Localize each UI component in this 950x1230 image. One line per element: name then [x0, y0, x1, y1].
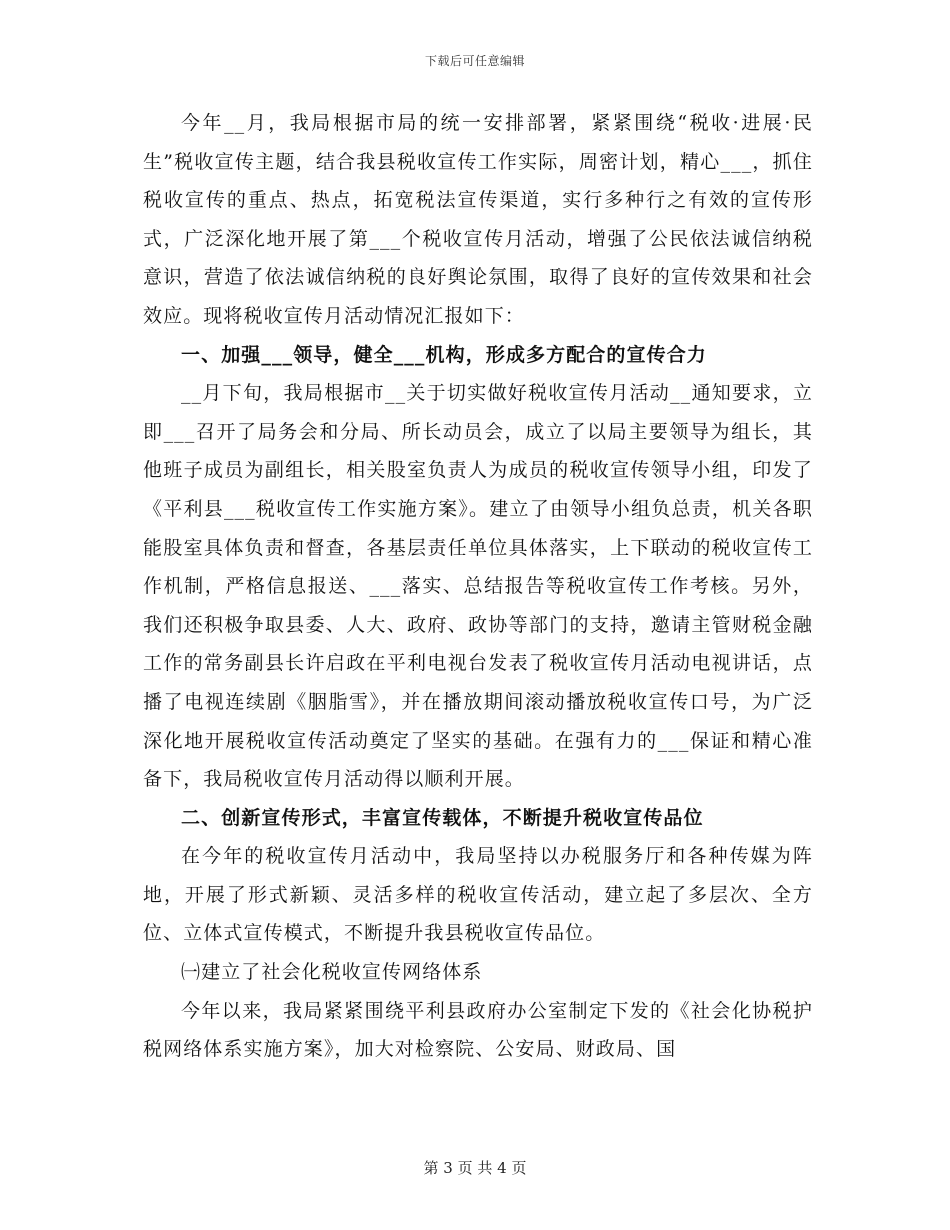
- document-body: [143, 104, 813, 1069]
- subsection-heading-1: ㈠建立了社会化税收宣传网络体系: [181, 961, 483, 984]
- section-heading-2: 二、创新宣传形式，丰富宣传载体，不断提升税收宣传品位: [181, 806, 704, 829]
- paragraph-subsection-1: 今年以来，我局紧紧围绕平利县政府办公室制定下发的《社会化协税护税网络体系实施方案》，加大对检察院、公安局、财政局、国: [143, 999, 813, 1061]
- paragraph-intro: 今年__月，我局根据市局的统一安排部署，紧紧围绕“税收·进展·民生”税收宣传主题，结合我县税收宣传工作实际，周密计划，精心___，抓住税收宣传的重点、热点，拓宽税法宣传渠道，实行多种行之有效的宣传形式，广泛深化地开展了第___个税收宣传月活动，增强了公民依法诚信纳税意识，营造了依法诚信纳税的良好舆论氛围，取得了良好的宣传效果和社会效应。现将税收宣传月活动情况汇报如下：: [143, 112, 813, 327]
- paragraph-section-2: 在今年的税收宣传月活动中，我局坚持以办税服务厅和各种传媒为阵地，开展了形式新颖、灵活多样的税收宣传活动，建立起了多层次、全方位、立体式宣传模式，不断提升我县税收宣传品位。: [143, 845, 813, 945]
- page-header-note: 下载后可任意编辑: [424, 54, 525, 68]
- section-heading-1: 一、加强___领导，健全___机构，形成多方配合的宣传合力: [181, 343, 707, 366]
- paragraph-section-1: __月下旬，我局根据市__关于切实做好税收宣传月活动__通知要求，立即___召开了局务会和分局、所长动员会，成立了以局主要领导为组长，其他班子成员为副组长，相关股室负责人为成员的税收宣传领导小组，印发了《平利县___税收宣传工作实施方案》。建立了由领导小组负总责，机关各职能股室具体负责和督查，各基层责任单位具体落实，上下联动的税收宣传工作机制，严格信息报送、___落实、总结报告等税收宣传工作考核。另外，我们还积极争取县委、人大、政府、政协等部门的支持，邀请主管财税金融工作的常务副县长许启政在平利电视台发表了税收宣传月活动电视讲话，点播了电视连续剧《胭脂雪》，并在播放期间滚动播放税收宣传口号，为广泛深化地开展税收宣传活动奠定了坚实的基础。在强有力的___保证和精心准备下，我局税收宣传月活动得以顺利开展。: [143, 382, 813, 791]
- page-number: 第 3 页 共 4 页: [423, 1159, 527, 1177]
